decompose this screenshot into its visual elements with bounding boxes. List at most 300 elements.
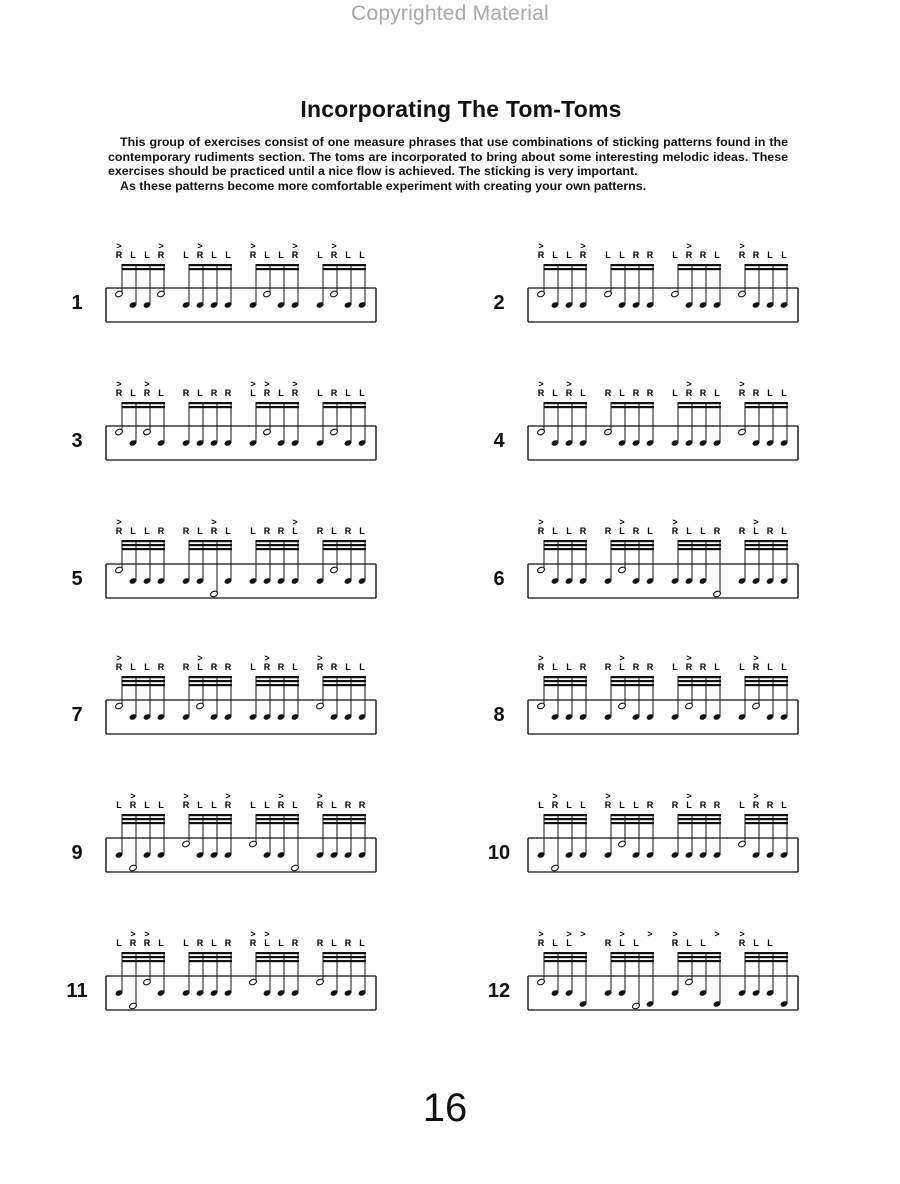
sticking-letter: L <box>781 388 787 398</box>
beam <box>122 680 165 682</box>
accent-mark: > <box>278 792 284 801</box>
beam <box>745 264 788 266</box>
sticking-letter: L <box>250 662 256 672</box>
beam <box>678 952 721 954</box>
sticking-letter: L <box>767 938 773 948</box>
sticking-letter: L <box>359 662 365 672</box>
accent-mark: > <box>739 380 745 389</box>
tom-note <box>537 566 546 574</box>
sticking-letter: R <box>671 526 679 536</box>
beam <box>678 264 721 266</box>
accent-mark: > <box>250 930 256 939</box>
tom-note <box>157 290 166 298</box>
sticking-letter: R <box>604 800 612 810</box>
sticking-letter: L <box>264 800 270 810</box>
beam <box>544 402 587 404</box>
accent-mark: > <box>672 930 678 939</box>
sticking-letter: L <box>566 938 572 948</box>
beam <box>678 544 721 546</box>
sticking-letter: R <box>752 800 760 810</box>
accent-mark: > <box>264 930 270 939</box>
exercise-number: 2 <box>493 292 505 314</box>
beam <box>256 548 299 550</box>
tom-note <box>537 290 546 298</box>
accent-mark: > <box>116 518 122 527</box>
sticking-letter: L <box>130 250 136 260</box>
accent-mark: > <box>158 242 164 251</box>
sticking-letter: R <box>685 388 693 398</box>
beam <box>611 952 654 954</box>
beam <box>678 268 721 270</box>
sticking-letter: R <box>291 250 299 260</box>
sticking-letter: L <box>278 250 284 260</box>
sticking-letter: L <box>197 800 203 810</box>
beam <box>544 952 587 954</box>
sticking-letter: R <box>685 250 693 260</box>
beam <box>189 406 232 408</box>
sticking-letter: L <box>552 526 558 536</box>
sticking-letter: L <box>538 800 544 810</box>
tom-note <box>291 864 300 872</box>
sticking-letter: R <box>129 938 137 948</box>
exercise-number: 1 <box>71 292 83 314</box>
drum-staff <box>92 242 382 342</box>
sticking-letter: R <box>277 800 285 810</box>
sticking-letter: L <box>130 662 136 672</box>
sticking-letter: R <box>344 800 352 810</box>
accent-mark: > <box>566 930 572 939</box>
sticking-letter: L <box>345 250 351 260</box>
accent-mark: > <box>264 380 270 389</box>
sticking-letter: R <box>210 388 218 398</box>
accent-mark: > <box>538 380 544 389</box>
sticking-letter: R <box>182 662 190 672</box>
beam <box>678 814 721 816</box>
beam <box>189 680 232 682</box>
sticking-letter: R <box>671 938 679 948</box>
beam <box>323 402 366 404</box>
beam <box>611 814 654 816</box>
beam <box>323 956 366 958</box>
beam <box>611 818 654 820</box>
beam <box>745 406 788 408</box>
accent-mark: > <box>753 518 759 527</box>
beam <box>544 540 587 542</box>
beam <box>189 676 232 678</box>
accent-mark: > <box>225 792 231 801</box>
sticking-letter: L <box>250 526 256 536</box>
beam <box>611 406 654 408</box>
sticking-letter: R <box>738 250 746 260</box>
accent-mark: > <box>538 930 544 939</box>
exercise-2 <box>484 242 814 352</box>
sticking-letter: L <box>250 388 256 398</box>
tom-note <box>143 428 152 436</box>
beam <box>678 956 721 958</box>
beam <box>611 268 654 270</box>
sticking-letter: L <box>739 800 745 810</box>
sticking-letter: L <box>605 250 611 260</box>
beam <box>256 540 299 542</box>
sticking-letter: L <box>158 938 164 948</box>
drum-staff <box>514 242 804 342</box>
sticking-letter: R <box>604 938 612 948</box>
sticking-letter: L <box>345 388 351 398</box>
sticking-letter: L <box>359 250 365 260</box>
sticking-letter: R <box>632 388 640 398</box>
tom-note <box>330 290 339 298</box>
sticking-letter: L <box>211 250 217 260</box>
drum-staff <box>92 930 382 1030</box>
drum-staff <box>514 518 804 618</box>
accent-mark: > <box>144 930 150 939</box>
exercise-5 <box>62 518 392 628</box>
beam <box>323 818 366 820</box>
beam <box>189 822 232 824</box>
accent-mark: > <box>538 242 544 251</box>
beam <box>122 268 165 270</box>
sticking-letter: R <box>263 662 271 672</box>
beam <box>323 814 366 816</box>
beam <box>611 684 654 686</box>
beam <box>256 952 299 954</box>
sticking-letter: L <box>552 938 558 948</box>
beam <box>745 814 788 816</box>
accent-mark: > <box>647 930 653 939</box>
beam <box>122 684 165 686</box>
tom-note <box>618 702 627 710</box>
beam <box>122 822 165 824</box>
sticking-letter: R <box>263 526 271 536</box>
beam <box>678 540 721 542</box>
beam <box>544 676 587 678</box>
beam <box>544 960 587 962</box>
intro-text <box>108 135 788 193</box>
sticking-letter: L <box>197 526 203 536</box>
sticking-letter: L <box>331 526 337 536</box>
sticking-letter: L <box>619 662 625 672</box>
sticking-letter: L <box>552 662 558 672</box>
sticking-letter: R <box>224 662 232 672</box>
sticking-letter: R <box>604 662 612 672</box>
beam <box>256 544 299 546</box>
beam <box>189 818 232 820</box>
sticking-letter: L <box>292 800 298 810</box>
sticking-letter: R <box>316 938 324 948</box>
accent-mark: > <box>739 242 745 251</box>
accent-mark: > <box>292 380 298 389</box>
beam <box>189 268 232 270</box>
sticking-letter: L <box>714 388 720 398</box>
accent-mark: > <box>197 654 203 663</box>
beam <box>122 548 165 550</box>
tom-note <box>685 702 694 710</box>
beam <box>745 956 788 958</box>
accent-mark: > <box>317 792 323 801</box>
exercise-11 <box>62 930 392 1040</box>
tom-note <box>604 428 613 436</box>
sticking-letter: L <box>686 938 692 948</box>
beam <box>189 544 232 546</box>
sticking-letter: L <box>144 526 150 536</box>
sticking-letter: R <box>579 526 587 536</box>
beam <box>122 676 165 678</box>
beam <box>678 818 721 820</box>
sticking-letter: L <box>781 250 787 260</box>
beam <box>323 960 366 962</box>
sticking-letter: R <box>646 662 654 672</box>
beam <box>256 960 299 962</box>
sticking-letter: L <box>250 800 256 810</box>
tom-note <box>249 978 258 986</box>
sticking-letter: R <box>604 388 612 398</box>
accent-mark: > <box>686 792 692 801</box>
page-number: 16 <box>422 1086 468 1130</box>
beam <box>323 548 366 550</box>
sticking-letter: L <box>619 938 625 948</box>
sticking-letter: L <box>552 250 558 260</box>
sticking-letter: L <box>292 662 298 672</box>
accent-mark: > <box>619 930 625 939</box>
beam <box>678 406 721 408</box>
sticking-letter: L <box>781 662 787 672</box>
tom-note <box>115 566 124 574</box>
beam <box>256 676 299 678</box>
drum-staff <box>92 654 382 754</box>
sticking-letter: R <box>537 938 545 948</box>
tom-note <box>537 428 546 436</box>
sticking-letter: R <box>738 526 746 536</box>
beam <box>544 548 587 550</box>
accent-mark: > <box>672 518 678 527</box>
accent-mark: > <box>331 242 337 251</box>
beam <box>745 676 788 678</box>
sticking-letter: L <box>700 938 706 948</box>
sticking-letter: L <box>225 250 231 260</box>
tom-note <box>115 428 124 436</box>
exercise-8 <box>484 654 814 764</box>
sticking-letter: R <box>182 800 190 810</box>
sticking-letter: L <box>714 250 720 260</box>
exercise-12 <box>484 930 814 1040</box>
beam <box>256 680 299 682</box>
sticking-letter: R <box>224 800 232 810</box>
sticking-letter: R <box>196 250 204 260</box>
sticking-letter: L <box>225 526 231 536</box>
beam <box>544 814 587 816</box>
accent-mark: > <box>130 930 136 939</box>
exercise-number: 3 <box>71 430 83 452</box>
sticking-letter: R <box>210 662 218 672</box>
sticking-letter: R <box>537 388 545 398</box>
drum-staff <box>514 792 804 892</box>
drum-staff <box>92 518 382 618</box>
beam <box>745 544 788 546</box>
beam <box>189 540 232 542</box>
beam <box>745 960 788 962</box>
sticking-letter: R <box>551 800 559 810</box>
beam <box>256 268 299 270</box>
watermark: Copyrighted Material <box>351 2 549 25</box>
sticking-letter: L <box>197 388 203 398</box>
beam <box>122 264 165 266</box>
sticking-letter: R <box>699 250 707 260</box>
sticking-letter: R <box>157 662 165 672</box>
sticking-letter: L <box>144 800 150 810</box>
sticking-letter: L <box>331 800 337 810</box>
sticking-letter: L <box>130 388 136 398</box>
sticking-letter: L <box>647 526 653 536</box>
accent-mark: > <box>566 380 572 389</box>
sticking-letter: L <box>619 800 625 810</box>
tom-note <box>115 290 124 298</box>
accent-mark: > <box>116 242 122 251</box>
sticking-letter: R <box>752 388 760 398</box>
accent-mark: > <box>317 654 323 663</box>
beam <box>611 548 654 550</box>
sticking-letter: L <box>580 800 586 810</box>
tom-note <box>263 428 272 436</box>
sticking-letter: R <box>224 388 232 398</box>
sticking-letter: R <box>330 250 338 260</box>
beam <box>745 268 788 270</box>
sticking-letter: R <box>210 526 218 536</box>
sticking-letter: R <box>752 250 760 260</box>
tom-note <box>182 840 191 848</box>
beam <box>122 402 165 404</box>
tom-note <box>738 290 747 298</box>
sticking-letter: L <box>278 388 284 398</box>
sticking-letter: L <box>183 938 189 948</box>
sticking-letter: L <box>278 938 284 948</box>
exercise-number: 4 <box>493 430 505 452</box>
sticking-letter: R <box>182 388 190 398</box>
sticking-letter: L <box>580 388 586 398</box>
tom-note <box>738 840 747 848</box>
beam <box>544 684 587 686</box>
exercise-number: 11 <box>66 980 88 1002</box>
sticking-letter: R <box>699 800 707 810</box>
sticking-letter: L <box>566 526 572 536</box>
accent-mark: > <box>686 242 692 251</box>
sticking-letter: L <box>686 526 692 536</box>
page-title: Incorporating The Tom-Toms <box>300 96 622 122</box>
beam <box>256 264 299 266</box>
beam <box>189 960 232 962</box>
sticking-letter: R <box>685 662 693 672</box>
beam <box>544 544 587 546</box>
sticking-letter: R <box>344 526 352 536</box>
sticking-letter: R <box>579 250 587 260</box>
tom-note <box>115 702 124 710</box>
accent-mark: > <box>714 930 720 939</box>
sticking-letter: R <box>766 526 774 536</box>
accent-mark: > <box>739 930 745 939</box>
beam <box>544 818 587 820</box>
sticking-letter: L <box>359 938 365 948</box>
accent-mark: > <box>144 380 150 389</box>
sticking-letter: L <box>767 388 773 398</box>
beam <box>611 956 654 958</box>
sticking-letter: R <box>632 526 640 536</box>
beam <box>745 548 788 550</box>
beam <box>745 680 788 682</box>
accent-mark: > <box>605 792 611 801</box>
accent-mark: > <box>116 654 122 663</box>
sticking-letter: L <box>566 800 572 810</box>
accent-mark: > <box>292 518 298 527</box>
tom-note <box>713 590 722 598</box>
sticking-letter: L <box>359 526 365 536</box>
exercise-4 <box>484 380 814 490</box>
sticking-letter: L <box>264 250 270 260</box>
sticking-letter: R <box>632 250 640 260</box>
tom-note <box>316 702 325 710</box>
sticking-letter: L <box>144 250 150 260</box>
beam <box>122 960 165 962</box>
sticking-letter: L <box>566 250 572 260</box>
sticking-letter: L <box>211 938 217 948</box>
beam <box>678 684 721 686</box>
sticking-letter: L <box>781 800 787 810</box>
sticking-letter: L <box>116 800 122 810</box>
beam <box>256 822 299 824</box>
beam <box>323 684 366 686</box>
sticking-letter: L <box>144 662 150 672</box>
beam <box>544 268 587 270</box>
sticking-letter: R <box>196 938 204 948</box>
tom-note <box>316 978 325 986</box>
beam <box>189 952 232 954</box>
sticking-letter: R <box>143 938 151 948</box>
sticking-letter: L <box>197 662 203 672</box>
sticking-letter: L <box>158 800 164 810</box>
beam <box>256 956 299 958</box>
sticking-letter: R <box>115 250 123 260</box>
sticking-letter: L <box>317 388 323 398</box>
beam <box>745 952 788 954</box>
drum-staff <box>514 930 804 1030</box>
sticking-letter: L <box>264 938 270 948</box>
sticking-letter: L <box>753 526 759 536</box>
sticking-letter: R <box>646 250 654 260</box>
sticking-letter: R <box>115 388 123 398</box>
beam <box>323 268 366 270</box>
beam <box>189 956 232 958</box>
beam <box>323 822 366 824</box>
sticking-letter: L <box>700 526 706 536</box>
beam <box>745 684 788 686</box>
tom-note <box>537 978 546 986</box>
beam <box>544 264 587 266</box>
beam <box>611 676 654 678</box>
sticking-letter: R <box>766 800 774 810</box>
sticking-letter: L <box>116 938 122 948</box>
sticking-letter: L <box>619 526 625 536</box>
sticking-letter: R <box>263 388 271 398</box>
sticking-letter: R <box>249 938 257 948</box>
accent-mark: > <box>250 242 256 251</box>
tom-note <box>685 978 694 986</box>
accent-mark: > <box>264 654 270 663</box>
beam <box>122 406 165 408</box>
beam <box>122 956 165 958</box>
beam <box>544 680 587 682</box>
drum-staff <box>514 380 804 480</box>
tom-note <box>143 978 152 986</box>
sticking-letter: L <box>292 526 298 536</box>
sticking-letter: R <box>537 662 545 672</box>
